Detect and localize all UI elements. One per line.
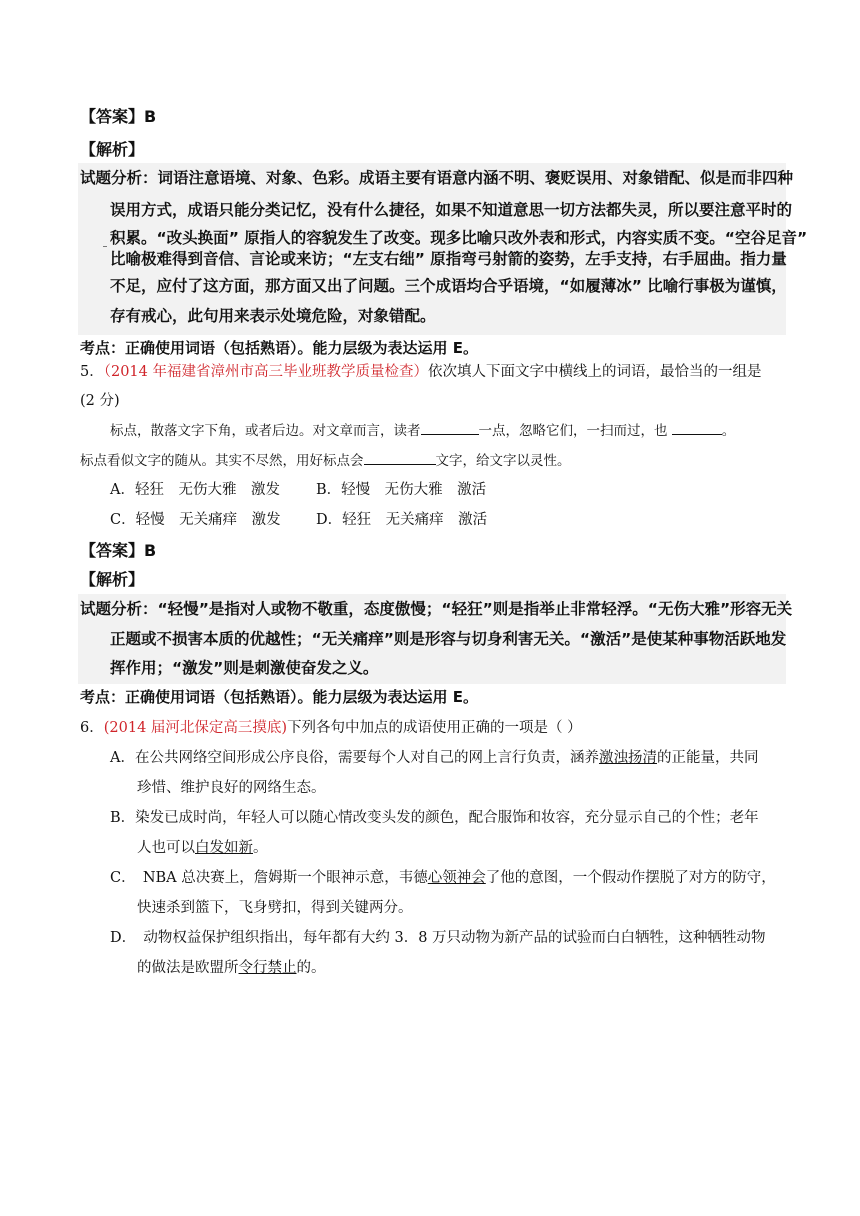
answer-heading-2 [80,538,156,561]
option-text: 人也可以 [137,840,195,856]
passage-text: 文字，给文字以灵性。 [435,453,571,469]
analysis-heading-1: 【解析】 [80,140,145,159]
question-source: (2014 届河北保定高三摸底) [103,720,288,736]
analysis-line: 不足，应付了这方面，那方面又出了问题。三个成语均合乎语境，“如履薄冰” 比喻行事极为谨慎， [110,277,787,295]
question-text: 下列各句中加点的成语使用正确的一项是（ ） [287,720,582,736]
option-text: C． NBA 总决赛上，詹姆斯一个眼神示意，韦德 [110,870,428,886]
passage-line-2 [80,449,571,469]
option-b[interactable]: B．轻慢 无伤大雅 激活 [316,482,487,498]
question-6-stem [80,716,582,737]
option-d-cont [137,956,326,977]
option-c-cont: 快速杀到篮下，飞身劈扣，得到关键两分。 [137,900,413,916]
question-number: 5． [80,364,104,380]
option-b[interactable]: B．染发已成时尚，年轻人可以随心情改变头发的颜色，配合服饰和妆容，充分显示自己的个性；老年 [110,810,759,826]
passage-line-1 [110,419,735,439]
analysis-heading-2: 【解析】 [80,570,145,589]
option-a-cont: 珍惜、维护良好的网络生态。 [137,780,326,796]
answer-label: 【答案】 [80,541,145,560]
analysis-line: 积累。“改头换面” 原指人的容貌发生了改变。现多比喻只改外表和形式，内容实质不变。“空谷足音” [110,229,808,247]
kaodian-1: 考点：正确使用词语（包括熟语）。能力层级为表达运用 E。 [80,339,478,357]
passage-text: 标点，散落文字下角，或者后边。对文章而言，读者 [110,423,421,439]
option-text: 了他的意图，一个假动作摆脱了对方的防守， [485,870,776,886]
fill-blank-2[interactable] [672,420,722,435]
option-text: 的正能量，共同 [656,750,759,766]
question-source: （2014 年福建省漳州市高三毕业班教学质量检查） [103,364,428,380]
option-a[interactable]: A．轻狂 无伤大雅 激发 [110,482,280,498]
passage-text: 一点，忽略它们，一扫而过，也 [478,423,672,439]
analysis-line: 存有戒心，此句用来表示处境危险，对象错配。 [110,307,436,325]
passage-text: 。 [721,423,736,439]
analysis-line: 挥作用；“激发”则是刺激使奋发之义。 [110,659,379,677]
kaodian-2: 考点：正确使用词语（包括熟语）。能力层级为表达运用 E。 [80,688,478,706]
answer-label: 【答案】 [80,107,145,126]
option-text: 的做法是欧盟所 [137,960,239,976]
analysis-line: 误用方式，成语只能分类记忆，没有什么捷径，如果不知道意思一切方法都失灵，所以要注意平时的 [110,201,793,219]
answer-value: B [144,541,157,560]
answer-value: B [144,107,157,126]
fill-blank-3[interactable] [364,450,436,465]
question-5-stem [80,360,762,381]
option-text: A．在公共网络空间形成公序良俗，需要每个人对自己的网上言行负责，涵养 [110,750,599,766]
analysis-line: 比喻极难得到音信、言论或来访；“左支右绌” 原指弯弓射箭的姿势，左手支持，右手屈曲。指力量 [110,250,787,268]
underlined-idiom: 令行禁止 [238,960,297,976]
fill-blank-1[interactable] [421,420,479,435]
scan-mark [103,246,107,247]
question-score: (2 分) [80,393,120,409]
underlined-idiom: 激浊扬清 [598,750,657,766]
option-d[interactable]: D． 动物权益保护组织指出，每年都有大约 3．8 万只动物为新产品的试验而白白牺牲，这种牺牲动物 [110,930,766,946]
answer-heading-1 [80,104,156,127]
analysis-line: 试题分析：词语注意语境、对象、色彩。成语主要有语意内涵不明、褒贬误用、对象错配、似是而非四种 [80,169,794,187]
option-text: 的。 [296,960,326,976]
underlined-idiom: 白发如新 [195,840,253,856]
option-c[interactable]: C．轻慢 无关痛痒 激发 [110,512,281,528]
analysis-line: 试题分析：“轻慢”是指对人或物不敬重，态度傲慢；“轻狂”则是指举止非常轻浮。“无伤大雅”形容无关 [80,600,793,618]
option-text: 。 [253,840,268,856]
option-a[interactable] [110,746,758,767]
option-c[interactable] [110,866,776,887]
underlined-idiom: 心领神会 [427,870,486,886]
option-b-cont [137,836,268,857]
option-d[interactable]: D．轻狂 无关痛痒 激活 [316,512,488,528]
question-text: 依次填人下面文字中横线上的词语，最恰当的一组是 [428,364,762,380]
passage-text: 标点看似文字的随从。其实不尽然，用好标点会 [80,453,364,469]
question-number: 6． [80,720,104,736]
analysis-line: 正题或不损害本质的优越性；“无关痛痒”则是形容与切身利害无关。“激活”是使某种事物活跃地发 [110,630,787,648]
